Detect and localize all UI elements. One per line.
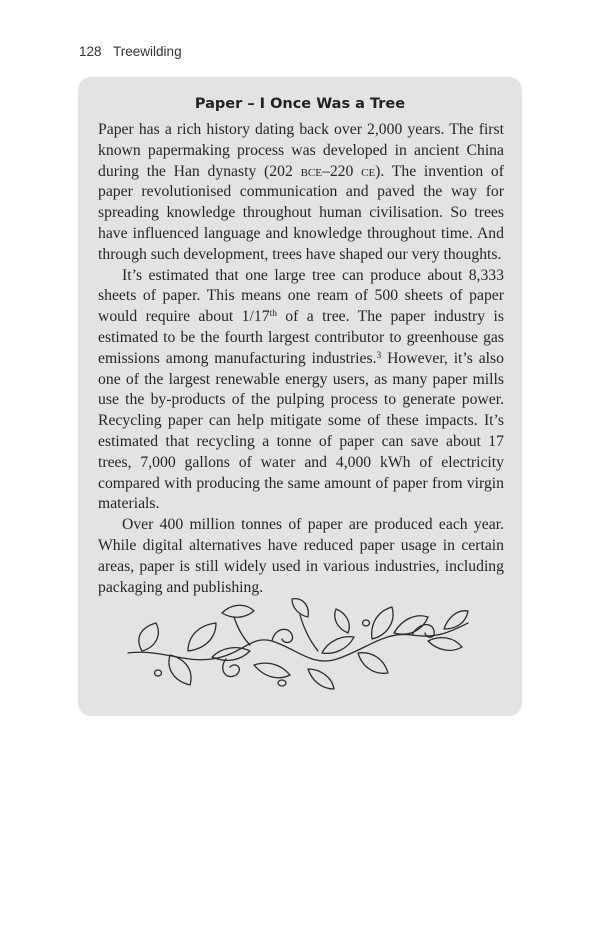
sidebar-body xyxy=(98,120,504,598)
era-bce: bce xyxy=(300,162,322,180)
paragraph-1-text-c: ). The invention of paper revolutionised communication and paved the way for spreading knowledge throughout human civilisation. So trees have influenced language and knowledge throughout time. And through such development, trees have shaped our very thoughts. xyxy=(98,162,504,263)
floral-vine-ornament-icon xyxy=(122,589,474,697)
ordinal-superscript: th xyxy=(269,309,277,319)
running-head xyxy=(79,44,182,59)
paragraph-2-text-a: It’s estimated that one large tree can produce about 8,333 sheets of paper. This means one ream of 500 sheets of paper would require about 1/17 xyxy=(98,266,504,326)
page-number: 128 xyxy=(79,44,102,59)
paragraph-1 xyxy=(98,120,504,266)
sidebar-box xyxy=(78,77,522,716)
paragraph-1-text-b: –220 xyxy=(321,162,362,180)
paragraph-1-text-a: Paper has a rich history dating back over 2,000 years. The first known papermaking process was developed in ancient China during the Han dynasty (202 xyxy=(98,121,504,180)
footnote-marker: 3 xyxy=(376,350,382,361)
paragraph-2 xyxy=(98,266,504,516)
running-title: Treewilding xyxy=(113,44,182,59)
paragraph-2-text-b: of a tree. The paper industry is estimated to be the fourth largest contributor to greenhouse gas emissions among manufacturing industries. xyxy=(98,308,504,367)
era-ce: ce xyxy=(361,162,376,180)
paragraph-3: Over 400 million tonnes of paper are produced each year. While digital alternatives have reduced paper usage in certain areas, paper is still widely used in various industries, including packaging and publishing. xyxy=(98,516,504,596)
paragraph-2-text-c: However, it’s also one of the largest renewable energy users, as many paper mills use the by-products of the pulping process to generate power. Recycling paper can help mitigate some of these impacts. It’s estimated that recycling a tonne of paper can save about 17 trees, 7,000 gallons of water and 4,000 kWh of electricity compared with producing the same amount of paper from virgin materials. xyxy=(98,349,504,513)
sidebar-title: Paper – I Once Was a Tree xyxy=(194,96,406,112)
